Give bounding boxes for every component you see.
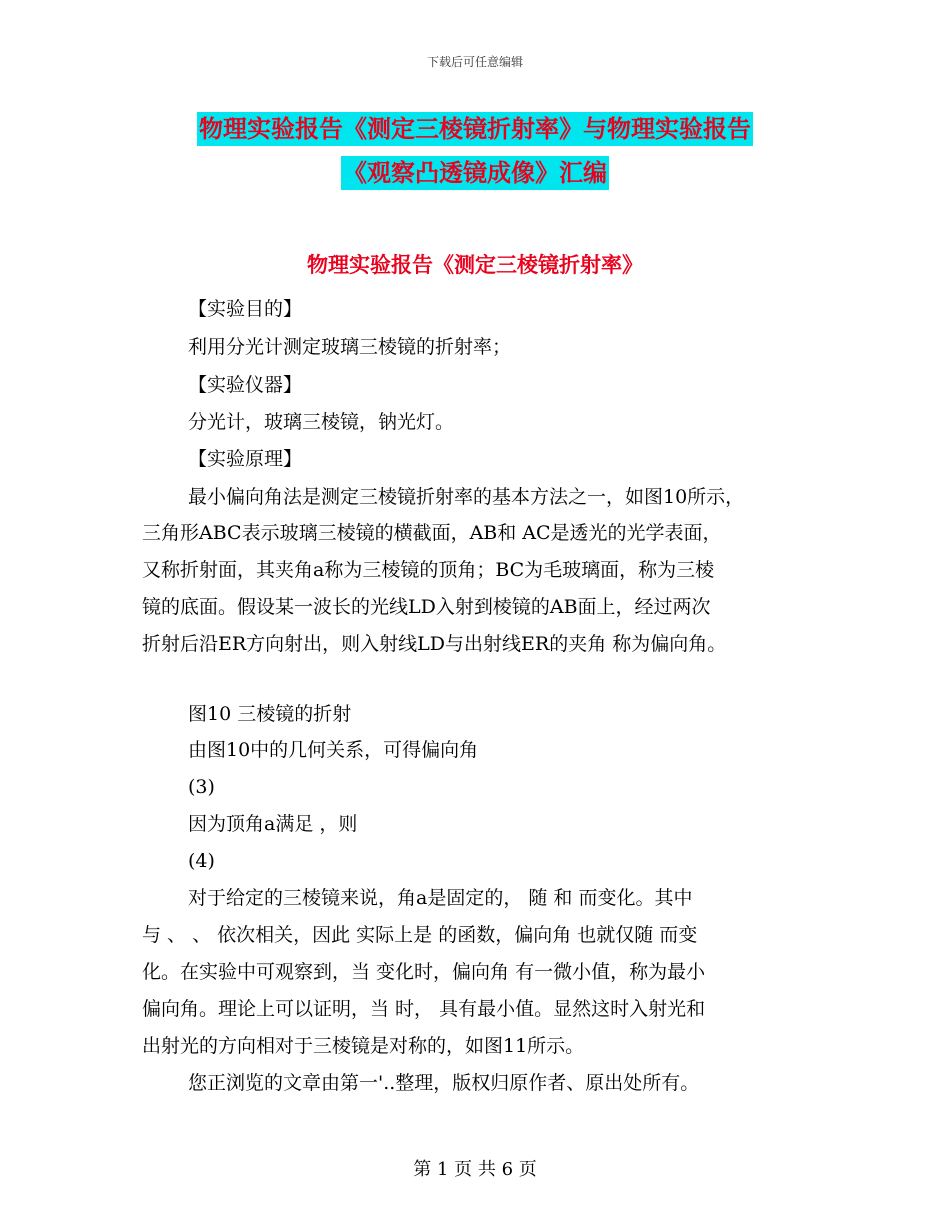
paragraph-line: 对于给定的三棱镜来说，角a是固定的， 随 和 而变化。其中	[188, 887, 693, 909]
section-title: 物理实验报告《测定三棱镜折射率》	[307, 253, 643, 277]
page-footer: 第 1 页 共 6 页	[413, 1159, 537, 1180]
equation-number: (4)	[188, 850, 215, 872]
equation-number: (3)	[188, 776, 215, 798]
paragraph-instruments: 分光计，玻璃三棱镜，钠光灯。	[188, 411, 455, 433]
header-note: 下载后可任意编辑	[426, 55, 523, 69]
paragraph-line: 最小偏向角法是测定三棱镜折射率的基本方法之一，如图10所示，	[188, 486, 745, 508]
paragraph-line: 化。在实验中可观察到，当 变化时，偏向角 有一微小值，称为最小	[142, 961, 706, 983]
heading-purpose: 【实验目的】	[188, 298, 303, 320]
paragraph-line: 折射后沿ER方向射出，则入射线LD与出射线ER的夹角 称为偏向角。	[142, 633, 727, 655]
main-title-line-1: 物理实验报告《测定三棱镜折射率》与物理实验报告	[0, 114, 950, 144]
paragraph-purpose: 利用分光计测定玻璃三棱镜的折射率；	[188, 336, 512, 358]
figure-caption: 图10 三棱镜的折射	[188, 703, 352, 725]
paragraph-line: 由图10中的几何关系，可得偏向角	[188, 739, 479, 761]
paragraph-line: 因为顶角a满足 ，则	[188, 813, 358, 835]
paragraph-line: 又称折射面，其夹角a称为三棱镜的顶角；BC为毛玻璃面，称为三棱	[142, 559, 715, 581]
heading-instruments: 【实验仪器】	[188, 374, 303, 396]
paragraph-line: 三角形ABC表示玻璃三棱镜的横截面，AB和 AC是透光的光学表面，	[142, 522, 722, 544]
heading-principle: 【实验原理】	[188, 448, 303, 470]
main-title-line-2: 《观察凸透镜成像》汇编	[0, 158, 950, 188]
paragraph-line: 与 、 、 依次相关，因此 实际上是 的函数，偏向角 也就仅随 而变	[142, 924, 698, 946]
paragraph-line: 偏向角。理论上可以证明，当 时， 具有最小值。显然这时入射光和	[142, 998, 706, 1020]
paragraph-line: 镜的底面。假设某一波长的光线LD入射到棱镜的AB面上，经过两次	[142, 596, 711, 618]
copyright-notice: 您正浏览的文章由第一'..整理，版权归原作者、原出处所有。	[188, 1072, 700, 1094]
paragraph-line: 出射光的方向相对于三棱镜是对称的，如图11所示。	[142, 1035, 585, 1057]
